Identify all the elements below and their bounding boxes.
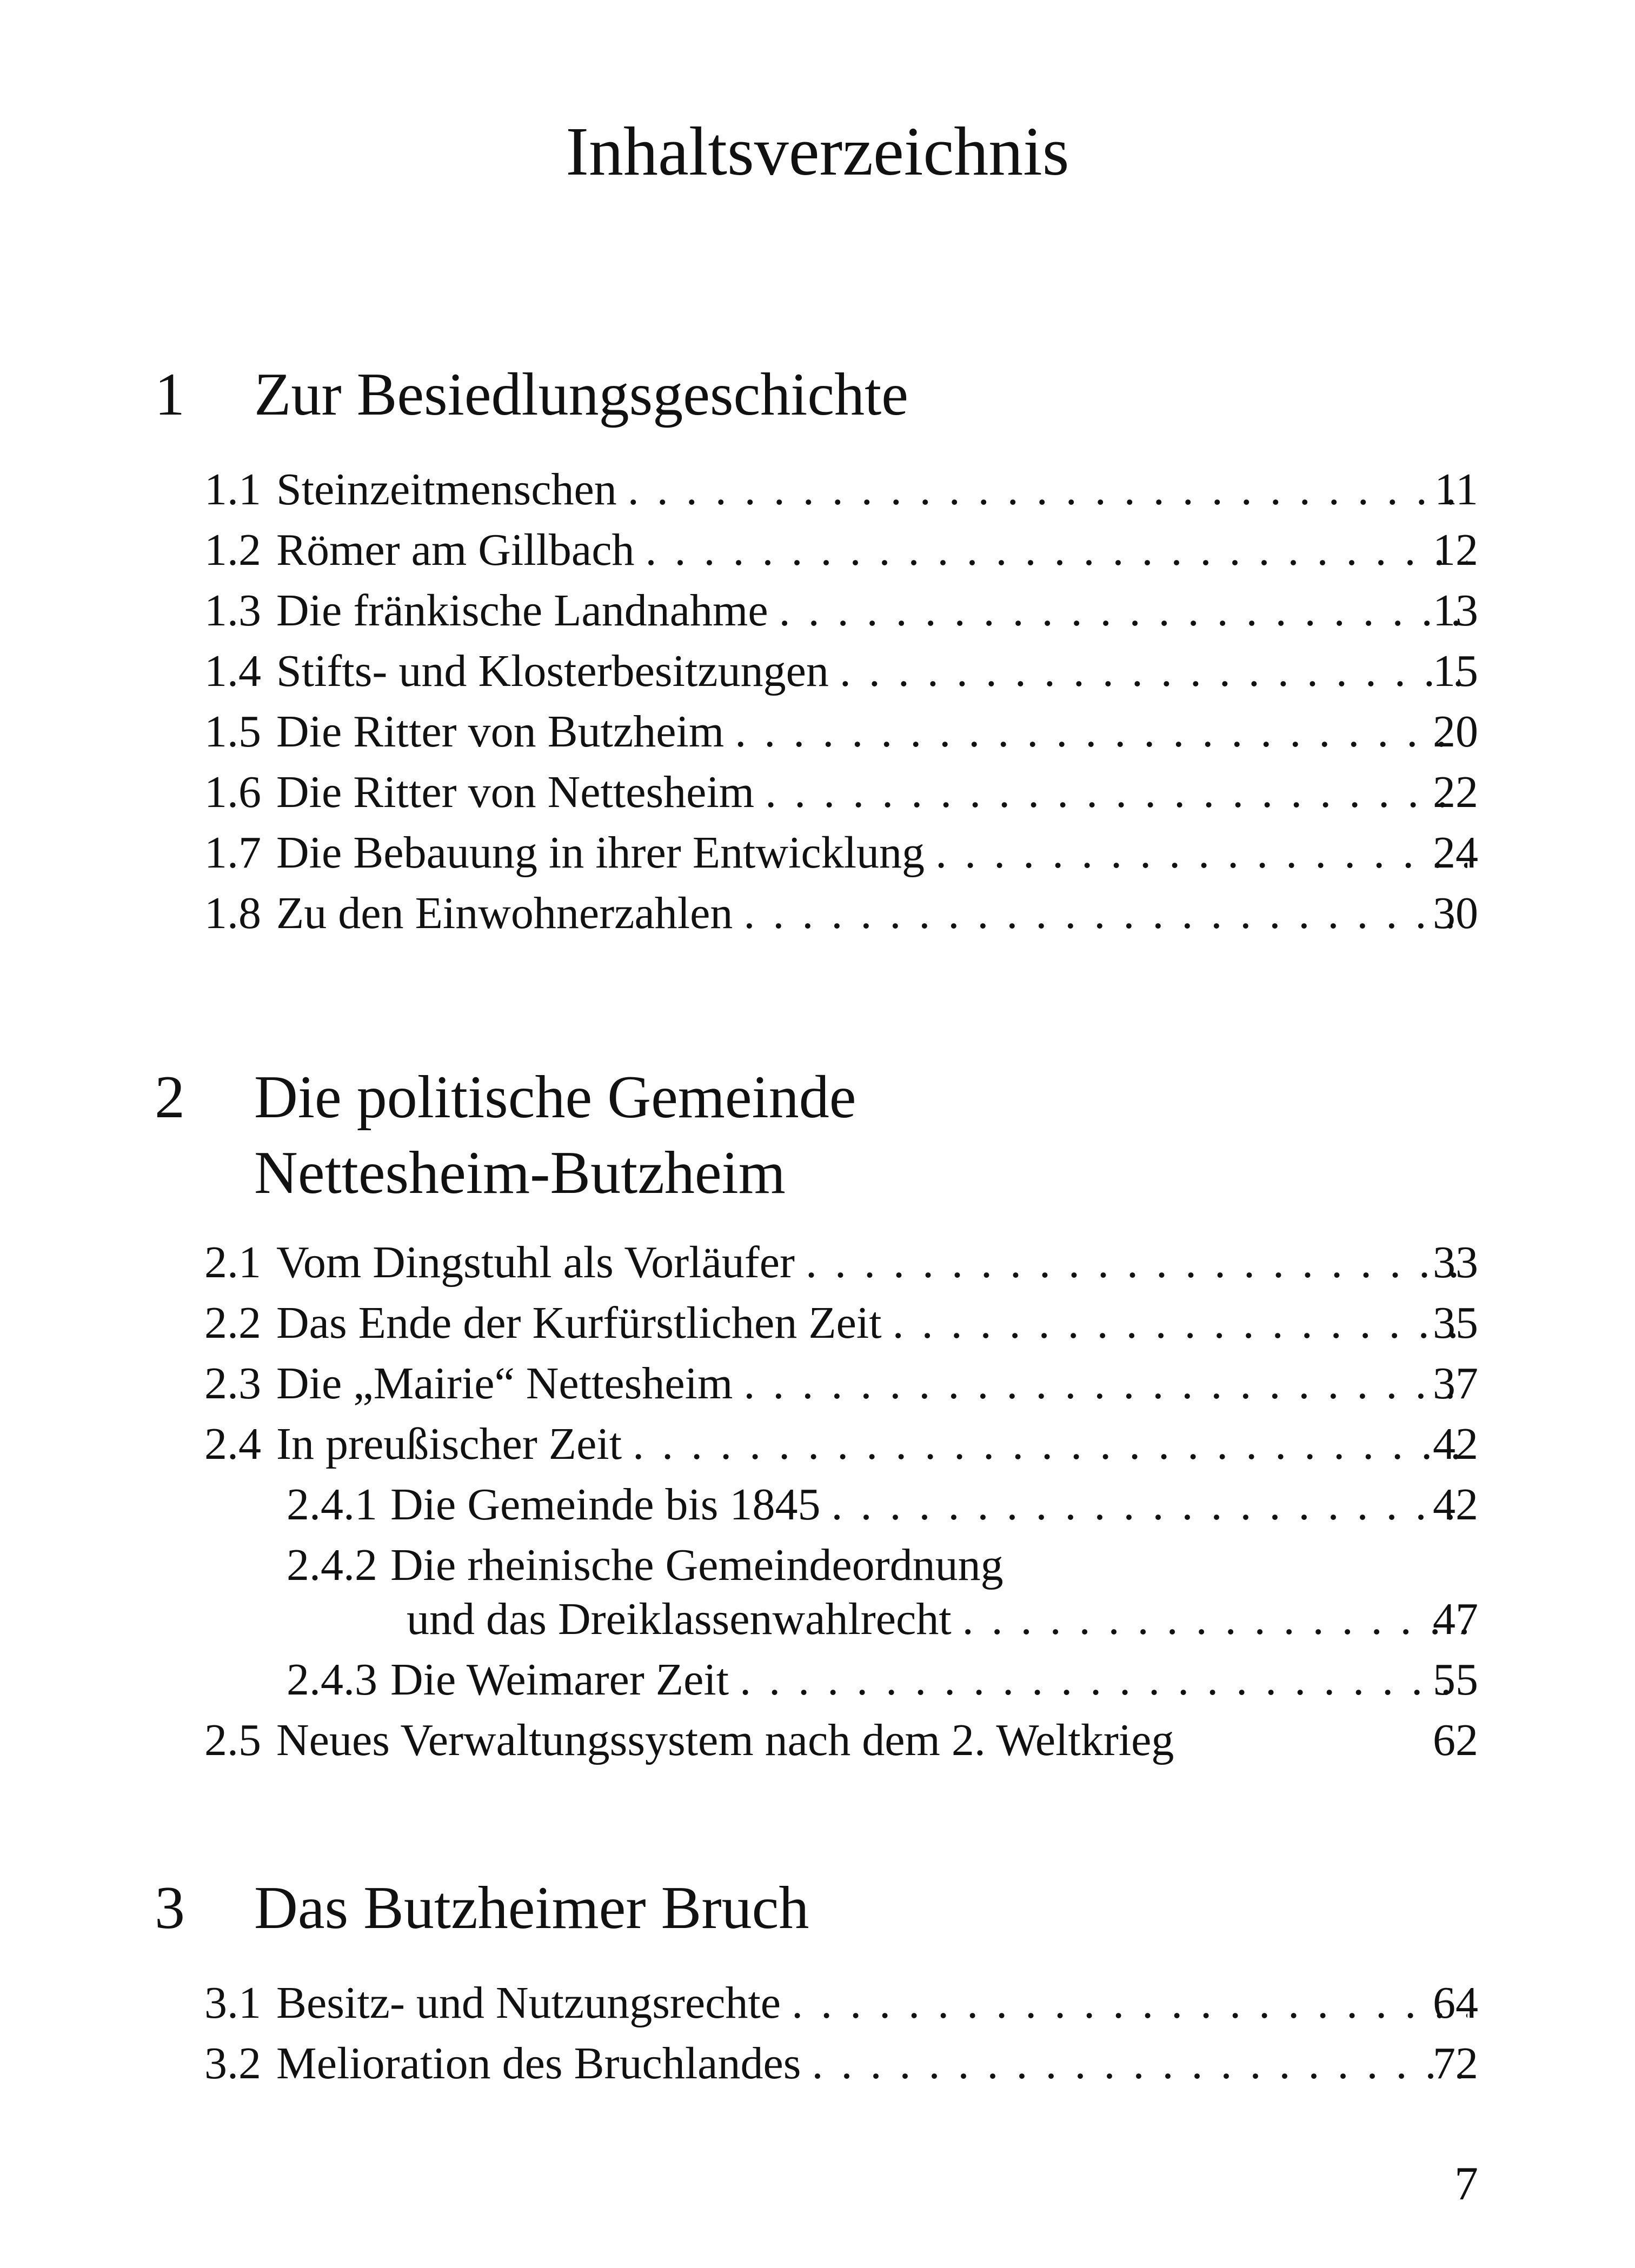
chapter-heading — [0, 1870, 1635, 1951]
entry-number: 3.1 — [204, 1978, 261, 2028]
entry-label: Die Ritter von Nettesheim — [276, 767, 755, 817]
entry-number: 1.2 — [204, 525, 261, 575]
entry-number: 1.4 — [204, 646, 261, 696]
entry-label: Die Gemeinde bis 1845 — [390, 1479, 821, 1530]
leader-dots — [806, 1232, 1467, 1293]
leader-dots — [633, 1414, 1467, 1475]
toc-entry[interactable] — [0, 2033, 1635, 2094]
toc-entry[interactable] — [0, 1353, 1635, 1414]
toc-entry[interactable] — [0, 459, 1635, 520]
chapter-1 — [0, 357, 1635, 944]
entry-list — [0, 1232, 1635, 1771]
entry-label: Die rheinische Gemeindeordnung — [390, 1540, 1003, 1590]
entry-page: 42 — [1433, 1479, 1478, 1530]
entry-label: Die „Mairie“ Nettesheim — [276, 1358, 733, 1409]
leader-dots — [765, 762, 1467, 823]
leader-dots — [792, 1973, 1467, 2033]
entry-label: Stifts- und Klosterbesitzungen — [276, 646, 829, 696]
entry-label: Die fränkische Landnahme — [276, 585, 768, 636]
chapter-2 — [0, 1059, 1635, 1771]
chapter-title: Zur Besiedlungsgeschichte — [254, 361, 908, 428]
entry-page: 13 — [1433, 585, 1478, 636]
entry-page: 62 — [1433, 1715, 1478, 1765]
entry-label: Steinzeitmenschen — [276, 464, 617, 515]
entry-page: 55 — [1433, 1655, 1478, 1705]
chapter-number: 1 — [155, 361, 185, 428]
entry-page: 20 — [1433, 706, 1478, 757]
entry-number: 2.4.1 — [287, 1479, 377, 1530]
leader-dots — [779, 581, 1467, 641]
entry-number: 1.3 — [204, 585, 261, 636]
entry-page: 24 — [1433, 828, 1478, 878]
leader-dots — [628, 459, 1467, 520]
entry-label: Neues Verwaltungssystem nach dem 2. Weltkrieg — [276, 1715, 1174, 1765]
entry-number: 2.1 — [204, 1237, 261, 1288]
toc-entry[interactable] — [0, 1293, 1635, 1353]
toc-entry[interactable] — [0, 1232, 1635, 1293]
toc-entry[interactable] — [0, 581, 1635, 641]
entry-number: 1.5 — [204, 706, 261, 757]
entry-number: 2.4.2 — [287, 1540, 377, 1590]
entry-page: 30 — [1433, 888, 1478, 938]
entry-number: 3.2 — [204, 2038, 261, 2089]
toc-subentry[interactable] — [0, 1650, 1635, 1710]
chapter-heading — [0, 357, 1635, 438]
entry-list — [0, 1973, 1635, 2094]
toc-entry[interactable] — [0, 1710, 1635, 1771]
leader-dots — [893, 1293, 1467, 1353]
entry-page: 37 — [1433, 1358, 1478, 1409]
toc-entry[interactable] — [0, 641, 1635, 702]
toc-subentry-continued[interactable] — [0, 1589, 1635, 1650]
leader-dots — [832, 1475, 1468, 1535]
entry-number: 2.5 — [204, 1715, 261, 1765]
chapter-number: 3 — [155, 1875, 185, 1942]
toc-entry[interactable] — [0, 883, 1635, 944]
entry-list — [0, 459, 1635, 944]
toc-entry[interactable] — [0, 1414, 1635, 1475]
entry-label: Das Ende der Kurfürstlichen Zeit — [276, 1298, 882, 1348]
entry-page: 33 — [1433, 1237, 1478, 1288]
entry-label: Vom Dingstuhl als Vorläufer — [276, 1237, 795, 1288]
chapter-title: Das Butzheimer Bruch — [254, 1875, 809, 1942]
entry-page: 22 — [1433, 767, 1478, 817]
chapter-heading — [0, 1059, 1635, 1211]
toc-entry[interactable] — [0, 762, 1635, 823]
leader-dots — [740, 1650, 1467, 1710]
chapter-title — [254, 1059, 1498, 1211]
entry-page: 12 — [1433, 525, 1478, 575]
chapter-number: 2 — [155, 1064, 185, 1131]
leader-dots — [735, 702, 1467, 762]
entry-label-continued: und das Dreiklassenwahlrecht — [407, 1594, 952, 1644]
entry-label: Die Bebauung in ihrer Entwicklung — [276, 828, 925, 878]
toc-subentry[interactable] — [0, 1475, 1635, 1535]
entry-number: 2.3 — [204, 1358, 261, 1409]
entry-label: Römer am Gillbach — [276, 525, 635, 575]
entry-number: 2.2 — [204, 1298, 261, 1348]
leader-dots — [840, 641, 1467, 702]
chapter-title-line: Die politische Gemeinde — [254, 1064, 856, 1131]
entry-label: Die Weimarer Zeit — [390, 1655, 729, 1705]
entry-page: 35 — [1433, 1298, 1478, 1348]
leader-dots — [935, 823, 1467, 883]
leader-dots — [962, 1589, 1467, 1650]
entry-label: Besitz- und Nutzungsrechte — [276, 1978, 781, 2028]
entry-label: In preußischer Zeit — [276, 1419, 622, 1469]
entry-page: 64 — [1433, 1978, 1478, 2028]
toc-entry[interactable] — [0, 1973, 1635, 2033]
chapter-3 — [0, 1870, 1635, 2094]
entry-number: 1.1 — [204, 464, 261, 515]
page-number: 7 — [1454, 2158, 1478, 2210]
entry-number: 2.4.3 — [287, 1655, 377, 1705]
entry-number: 2.4 — [204, 1419, 261, 1469]
entry-number: 1.7 — [204, 828, 261, 878]
page-title: Inhaltsverzeichnis — [566, 113, 1069, 190]
entry-number: 1.8 — [204, 888, 261, 938]
leader-dots — [812, 2033, 1467, 2094]
entry-page: 11 — [1434, 464, 1478, 515]
chapter-title-line: Nettesheim-Butzheim — [254, 1139, 786, 1206]
leader-dots — [743, 1353, 1467, 1414]
toc-entry[interactable] — [0, 520, 1635, 581]
entry-page: 72 — [1433, 2038, 1478, 2089]
entry-label: Zu den Einwohnerzahlen — [276, 888, 733, 938]
entry-label: Die Ritter von Butzheim — [276, 706, 725, 757]
entry-page: 42 — [1433, 1419, 1478, 1469]
toc-subentry[interactable] — [0, 1535, 1635, 1589]
entry-label: Melioration des Bruchlandes — [276, 2038, 801, 2089]
entry-page: 15 — [1433, 646, 1478, 696]
entry-number: 1.6 — [204, 767, 261, 817]
leader-dots — [645, 520, 1467, 581]
entry-page: 47 — [1433, 1594, 1478, 1644]
toc-entry[interactable] — [0, 823, 1635, 883]
leader-dots — [743, 883, 1467, 944]
toc-entry[interactable] — [0, 702, 1635, 762]
